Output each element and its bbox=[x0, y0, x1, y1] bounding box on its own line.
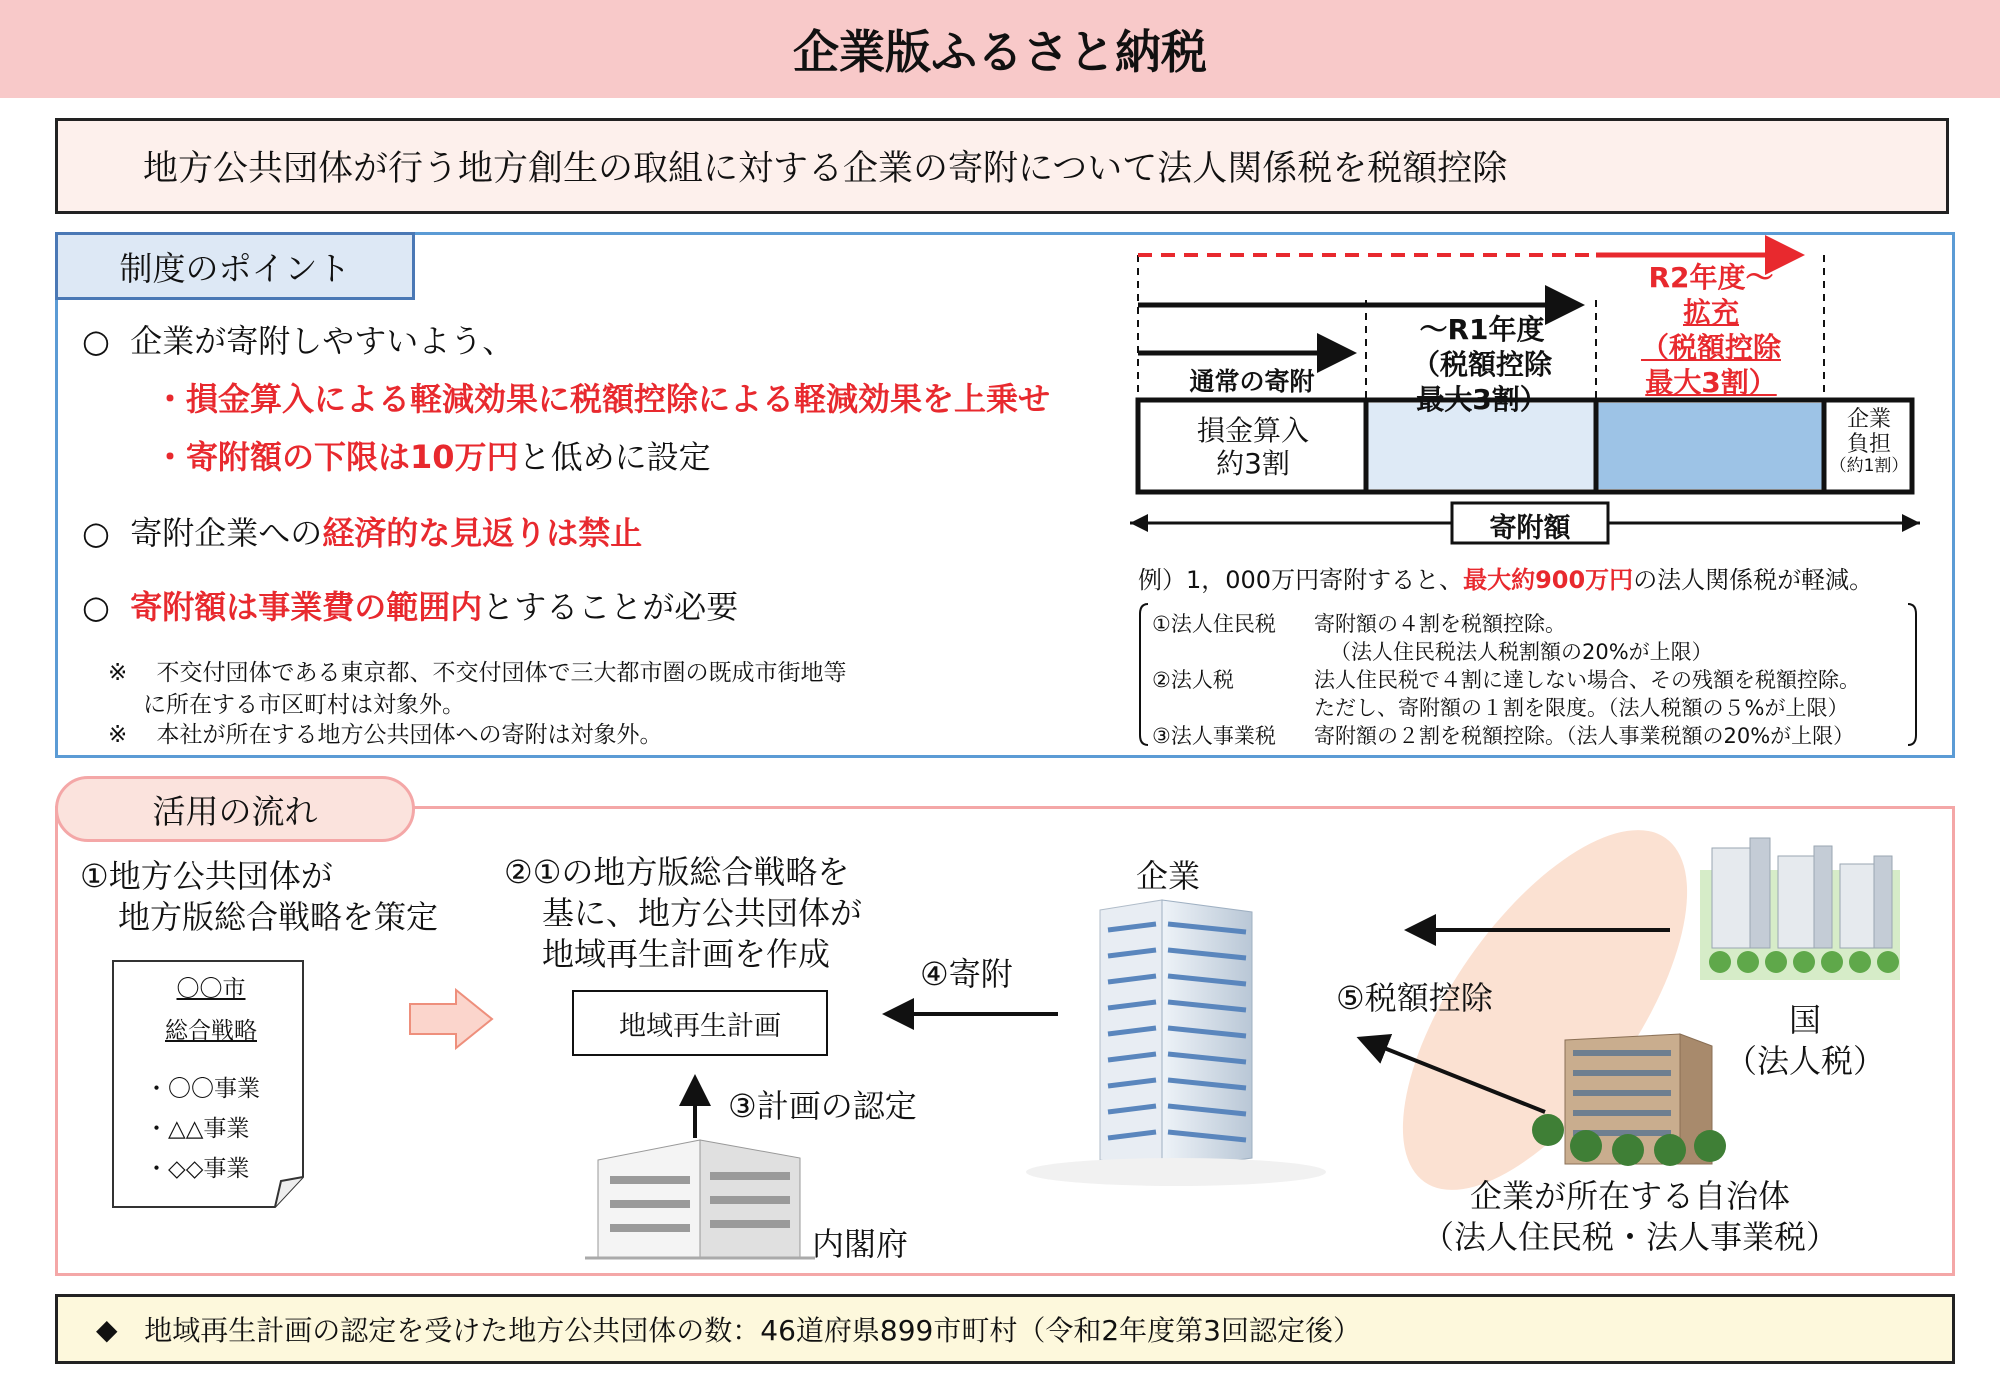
tax-row-1-label: ①法人住民税 bbox=[1152, 612, 1276, 636]
label-kifugaku: 寄附額 bbox=[1489, 513, 1571, 544]
point-item-3-red: 寄附額は事業費の範囲内 bbox=[130, 588, 483, 626]
doc-title-2: 総合戦略 bbox=[165, 1018, 257, 1044]
point-sub-2-red: 寄附額の下限は10万円 bbox=[186, 438, 519, 476]
local-gov-label bbox=[1420, 1176, 1840, 1258]
bottom-note bbox=[55, 1294, 1955, 1364]
bottom-note-text: 地域再生計画の認定を受けた地方公共団体の数：46道府県899市町村（令和2年度第3回認定後） bbox=[144, 1314, 1361, 1347]
summary-text: 地方公共団体が行う地方創生の取組に対する企業の寄附について法人関係税を税額控除 bbox=[143, 149, 1508, 189]
note-1b: に所在する市区町村は対象外。 bbox=[143, 692, 465, 718]
cabinet-office-label: 内閣府 bbox=[812, 1225, 909, 1263]
label-normal-donation: 通常の寄附 bbox=[1189, 367, 1315, 396]
tax-row-2-text: 法人住民税で４割に達しない場合、その残額を税額控除。 bbox=[1314, 668, 1860, 692]
diamond-icon: ◆ bbox=[96, 1312, 118, 1346]
tax-row-3-text: 寄附額の２割を税額控除。（法人事業税額の20%が上限） bbox=[1314, 724, 1855, 748]
local-gov-label-line2: （法人住民税・法人事業税） bbox=[1421, 1217, 1838, 1256]
step-2-line3: 地域再生計画を作成 bbox=[542, 934, 831, 973]
step-4: ④寄附 bbox=[920, 955, 1013, 993]
point-sub-1: ・損金算入による軽減効果に税額控除による軽減効果を上乗せ bbox=[154, 380, 1051, 418]
tax-row-1-text: 寄附額の４割を税額控除。 bbox=[1314, 612, 1566, 636]
tax-row-2-label: ②法人税 bbox=[1152, 668, 1234, 692]
bullet-circle-icon: ○ bbox=[82, 588, 110, 626]
doc-item-1: ・〇〇事業 bbox=[145, 1076, 260, 1102]
tax-row-1-sub: （法人住民税法人税割額の20%が上限） bbox=[1330, 640, 1713, 664]
cabinet-office-building-icon bbox=[585, 1140, 815, 1258]
tax-row-2-sub: ただし、寄附額の１割を限度。（法人税額の５%が上限） bbox=[1314, 696, 1849, 720]
point-item-3-text: とすることが必要 bbox=[482, 588, 739, 626]
doc-item-3: ・◇◇事業 bbox=[145, 1156, 250, 1182]
label-r2-line3: （税額控除 bbox=[1640, 331, 1781, 364]
local-gov-label-line1: 企業が所在する自治体 bbox=[1469, 1177, 1790, 1215]
label-r1-line3: 最大3割） bbox=[1416, 383, 1548, 416]
doc-title-1: 〇〇市 bbox=[176, 976, 246, 1002]
step-1-line1: ①地方公共団体が bbox=[80, 857, 333, 895]
cell-sonkin-line2: 約3割 bbox=[1216, 447, 1290, 481]
country-city-icon bbox=[1700, 838, 1900, 980]
example-post: の法人関係税が軽減。 bbox=[1633, 566, 1874, 594]
page-title: 企業版ふるさと納税 bbox=[793, 25, 1207, 79]
cell-sonkin-line1: 損金算入 bbox=[1196, 414, 1309, 447]
flow-tab-label: 活用の流れ bbox=[152, 791, 318, 831]
doc-item-2: ・△△事業 bbox=[145, 1116, 250, 1142]
cell-futan-line3: （約1割） bbox=[1829, 456, 1909, 477]
example-pre: 例）1，000万円寄附すると、 bbox=[1138, 566, 1464, 594]
label-r2-line1: R2年度～ bbox=[1648, 261, 1774, 294]
points-tab-label: 制度のポイント bbox=[119, 248, 351, 288]
point-item-1-text: 企業が寄附しやすいよう、 bbox=[130, 322, 515, 360]
cell-futan-line1: 企業 bbox=[1846, 407, 1891, 432]
note-1a: 不交付団体である東京都、不交付団体で三大都市圏の既成市街地等 bbox=[156, 660, 847, 686]
note-mark: ※ bbox=[108, 660, 128, 686]
label-r2-line4: 最大3割） bbox=[1645, 366, 1777, 399]
label-r1-line1: ～R1年度 bbox=[1419, 313, 1545, 346]
example-red: 最大約900万円 bbox=[1463, 566, 1634, 594]
step-1-line2: 地方版総合戦略を策定 bbox=[118, 897, 439, 936]
step-2-line1: ②①の地方版総合戦略を bbox=[504, 853, 850, 891]
country-label-line2: （法人税） bbox=[1724, 1041, 1885, 1080]
label-r1-line2: （税額控除 bbox=[1411, 348, 1552, 381]
tax-row-3-label: ③法人事業税 bbox=[1152, 724, 1276, 748]
bullet-circle-icon: ○ bbox=[82, 322, 110, 360]
country-label bbox=[1720, 1000, 1890, 1082]
point-item-2-text: 寄附企業への bbox=[130, 514, 323, 552]
company-building-icon bbox=[1026, 900, 1326, 1186]
country-label-line1: 国 bbox=[1788, 1001, 1821, 1039]
point-item-2-red: 経済的な見返りは禁止 bbox=[322, 514, 643, 552]
step-5: ⑤税額控除 bbox=[1336, 979, 1493, 1017]
note-mark: ※ bbox=[108, 722, 128, 748]
label-r2-line2: 拡充 bbox=[1682, 296, 1739, 329]
point-sub-2-rest: と低めに設定 bbox=[518, 438, 711, 476]
cell-futan-line2: 負担 bbox=[1846, 431, 1891, 457]
company-label: 企業 bbox=[1136, 857, 1201, 895]
point-sub-2-prefix: ・ bbox=[154, 438, 187, 476]
bullet-circle-icon: ○ bbox=[82, 514, 110, 552]
step-3: ③計画の認定 bbox=[728, 1087, 917, 1125]
step-2-line2: 基に、地方公共団体が bbox=[542, 893, 863, 932]
regional-plan-label: 地域再生計画 bbox=[619, 1010, 781, 1042]
note-2-text: 本社が所在する地方公共団体への寄附は対象外。 bbox=[156, 722, 663, 748]
